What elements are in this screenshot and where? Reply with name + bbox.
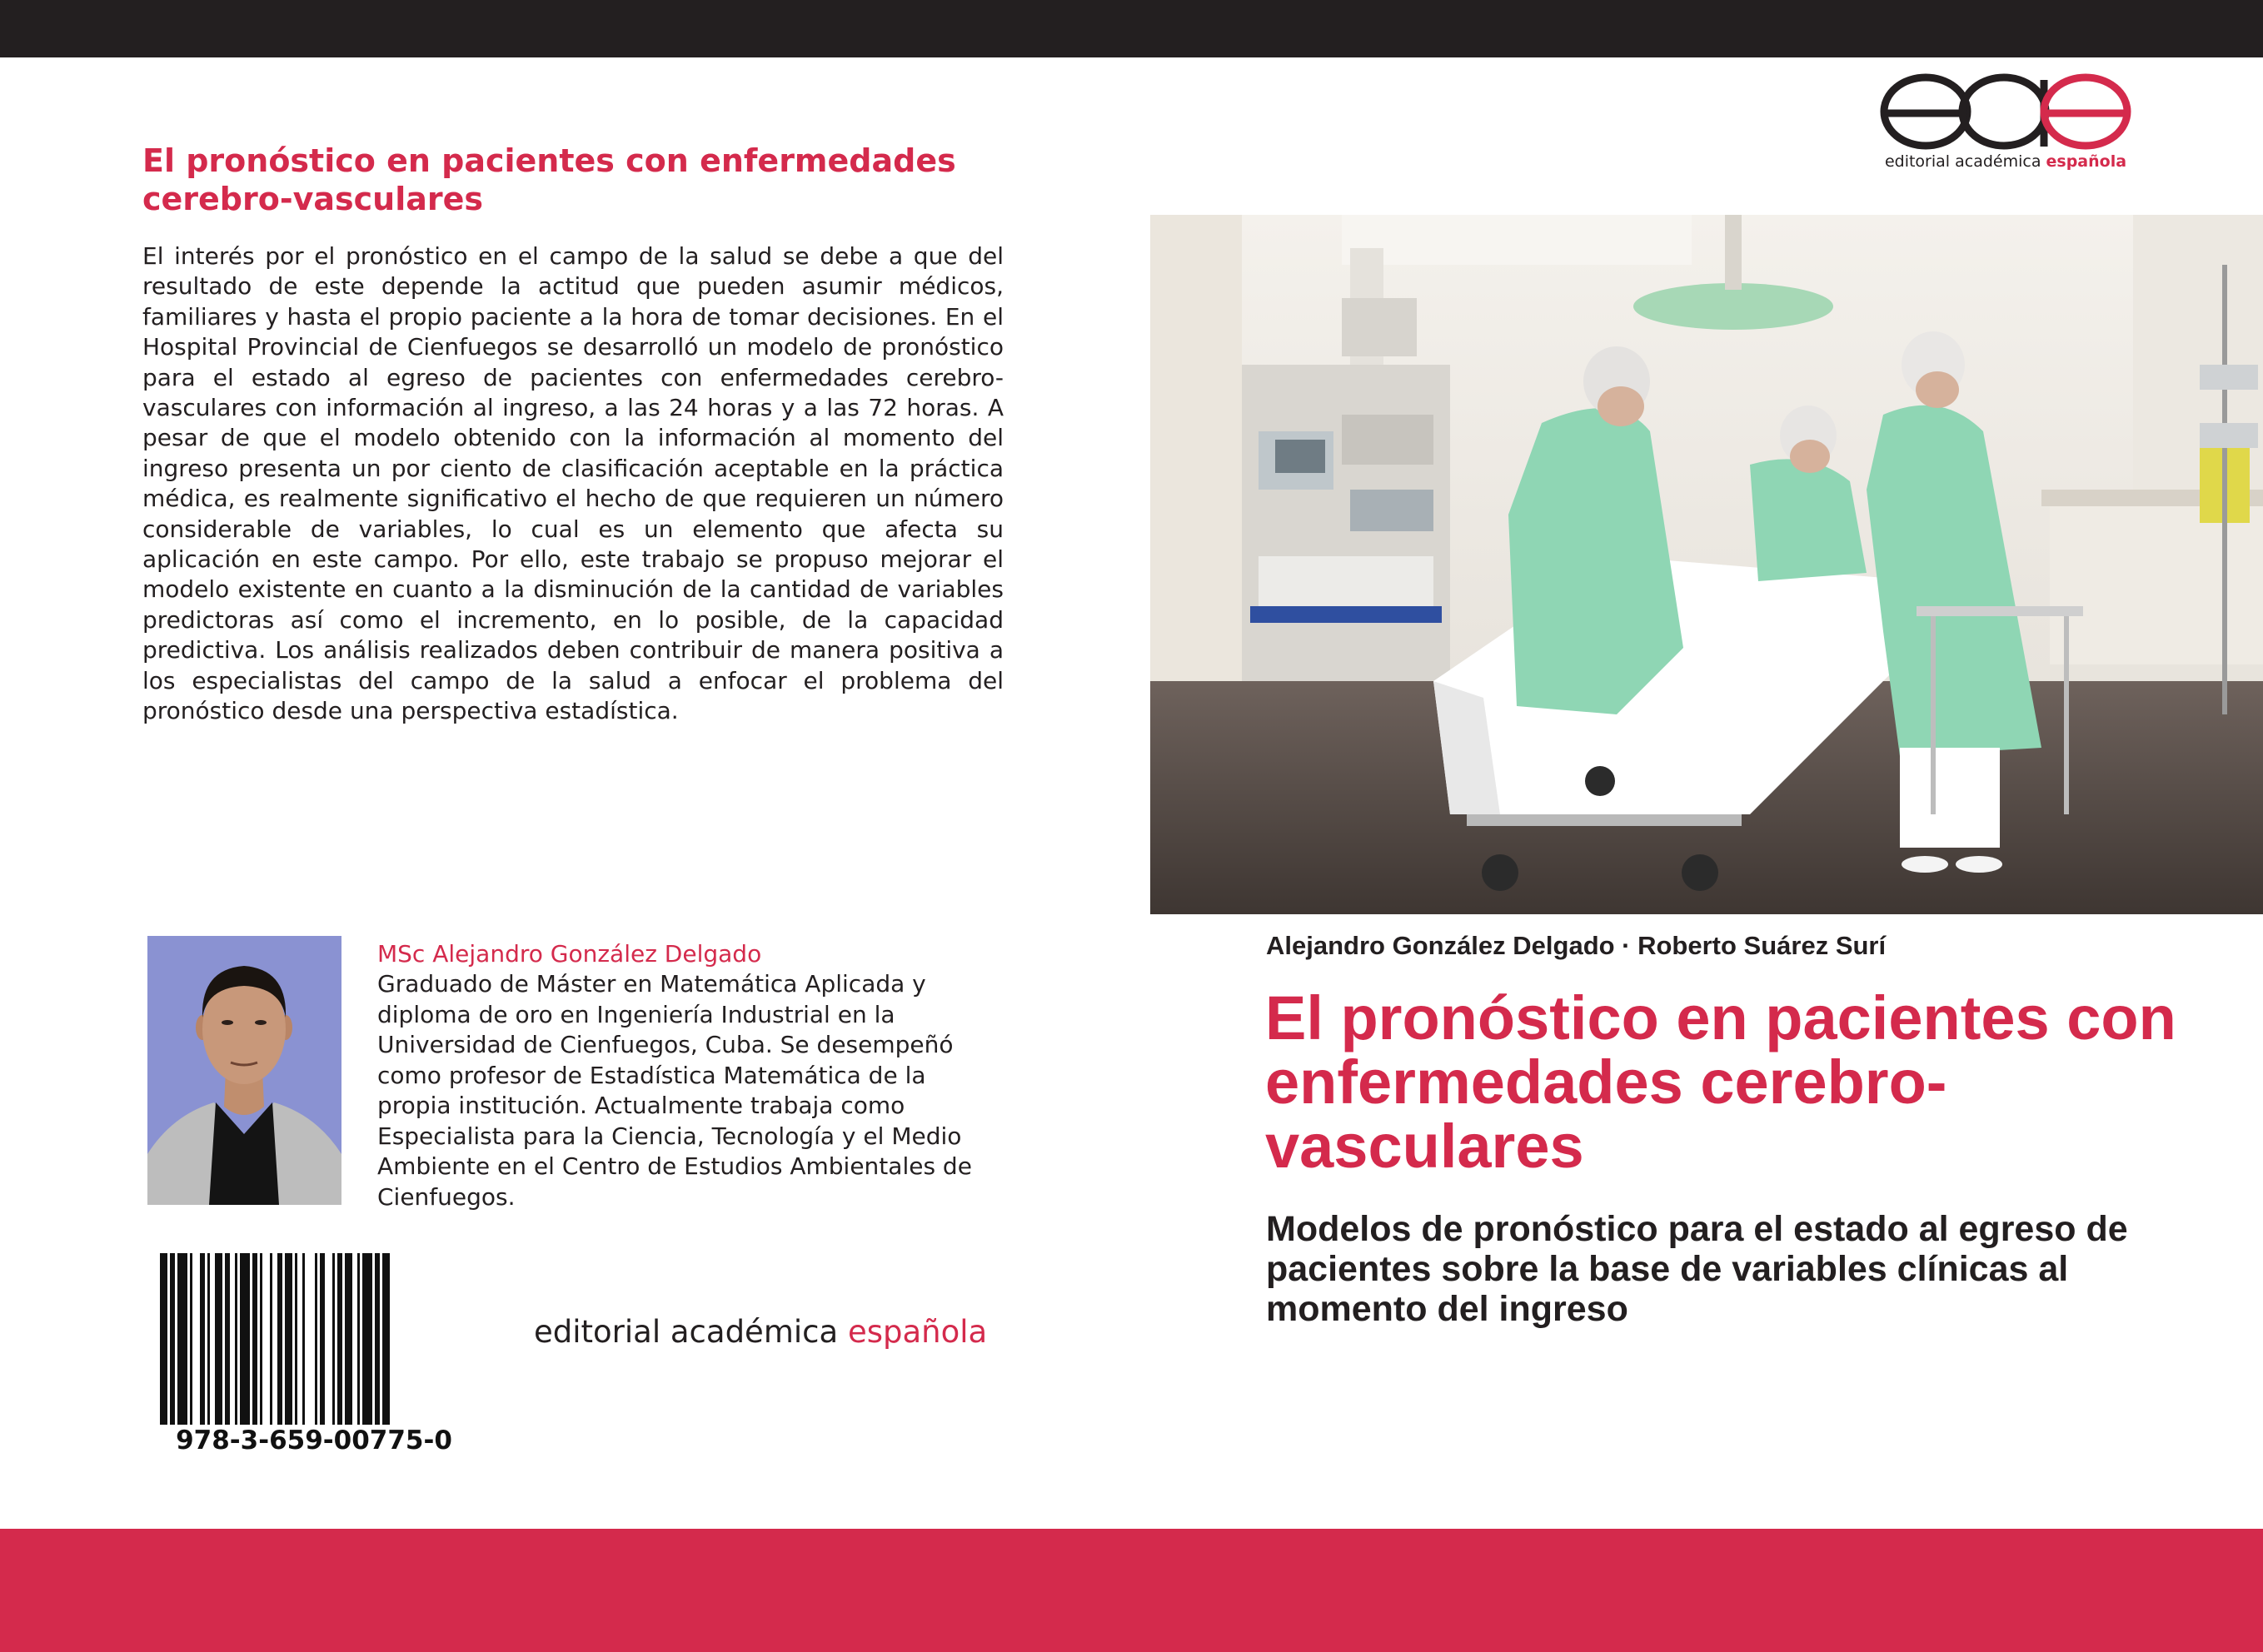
author-bio-name: MSc Alejandro González Delgado xyxy=(377,940,762,968)
isbn-barcode xyxy=(157,1253,471,1425)
top-band xyxy=(0,0,2263,57)
front-cover-title: El pronóstico en pacientes con enfermedades cerebro-vasculares xyxy=(1265,983,2176,1181)
logo-caption-part2: española xyxy=(2046,152,2127,171)
back-cover-blurb: El interés por el pronóstico en el campo de la salud se debe a que del resultado de este depende la actitud que pueden asumir médicos, familiares y hasta el propio paciente a la hora de tomar decisiones. En el Hospital Provincial de Cienfuegos se desarrolló un modelo de pronóstico para el estado al egreso de pacientes con enfermedades cerebro-vasculares con información al ingreso, a las 24 horas y a las 72 horas. A pesar de que el modelo obtenido con la información al momento del ingreso presenta un por ciento de clasificación aceptable en la práctica médica, es realmente significativo el hecho de que requieren un número considerable de variables, lo cual es un elemento que afecta su aplicación en este campo. Por ello, este trabajo se propuso mejorar el modelo existente en cuanto a la disminución de la cantidad de variables predictoras así como el incremento, en lo posible, de la capacidad predictiva. Los análisis realizados deben contribuir de manera positiva a los especialistas del campo de la salud a enfocar el problema del pronóstico desde una perspectiva estadística. xyxy=(142,242,1004,725)
isbn-number: 978-3-659-00775-0 xyxy=(176,1426,452,1455)
front-authors: Alejandro González Delgado · Roberto Suárez Surí xyxy=(1266,931,1887,960)
author-bio-text: Graduado de Máster en Matemática Aplicada y diploma de oro en Ingeniería Industrial en la Universidad de Cienfuegos, Cuba. Se desempeñó como profesor de Estadística Matemática de la propia institución. Actualmente trabaja como Especialista para la Ciencia, Tecnología y el Medio Ambiente en el Centro de Estudios Ambientales de Cienfuegos. xyxy=(377,970,972,1211)
logo-caption-part1: editorial académica xyxy=(1884,152,2041,171)
front-cover-subtitle: Modelos de pronóstico para el estado al egreso de pacientes sobre la base de variables clínicas al momento del ingreso xyxy=(1266,1209,2128,1329)
logo-caption xyxy=(1879,152,2132,171)
operating-room-photo xyxy=(1150,215,2263,914)
back-cover-title: El pronóstico en pacientes con enfermedades cerebro-vasculares xyxy=(142,142,956,217)
back-publisher-name xyxy=(534,1314,987,1350)
author-photo xyxy=(147,936,341,1205)
publisher-name-part2: española xyxy=(847,1314,988,1350)
publisher-name-part1: editorial académica xyxy=(534,1314,839,1350)
bottom-band xyxy=(0,1529,2263,1652)
